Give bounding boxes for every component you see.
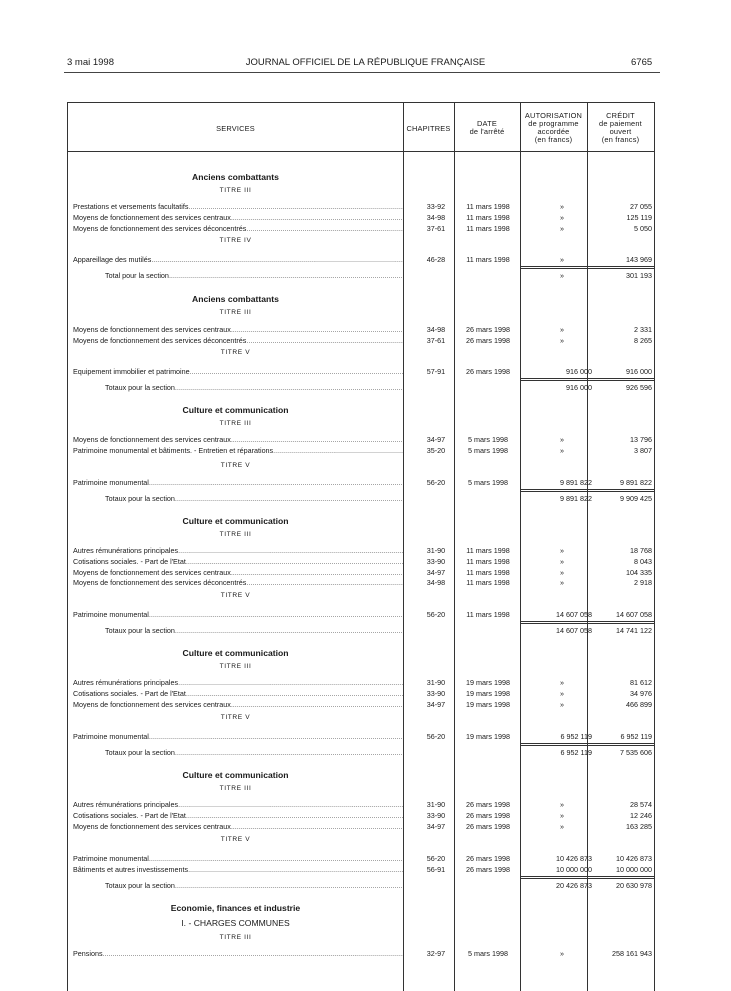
row-label: Moyens de fonctionnement des services centraux ..... xyxy=(73,699,403,710)
row-autorisation: 10 000 000 xyxy=(556,865,592,874)
titre-heading: TITRE III xyxy=(219,309,252,316)
section-heading: Anciens combattants xyxy=(192,294,279,304)
row-date: 11 mars 1998 xyxy=(466,568,510,577)
row-label: Autres rémunérations principales ..... xyxy=(73,799,403,810)
row-date: 5 mars 1998 xyxy=(468,478,508,487)
row-credit: 143 969 xyxy=(626,255,652,264)
row-label: Cotisations sociales. - Part de l'Etat ..... xyxy=(73,810,403,821)
total-rule-top xyxy=(520,380,654,381)
row-date: 26 mars 1998 xyxy=(466,367,510,376)
col-header-credit: CRÉDIT de paiement ouvert (en francs) xyxy=(599,111,642,144)
row-date: 26 mars 1998 xyxy=(466,800,510,809)
row-credit: 18 768 xyxy=(630,546,652,555)
total-row xyxy=(68,625,654,636)
table-row xyxy=(68,366,654,377)
row-label: Moyens de fonctionnement des services déconcentrés ..... xyxy=(73,577,403,588)
row-label: Autres rémunérations principales ..... xyxy=(73,545,403,556)
row-credit: 163 285 xyxy=(626,822,652,831)
titre-heading: TITRE V xyxy=(220,349,251,356)
row-date: 11 mars 1998 xyxy=(466,255,510,264)
titre-heading: TITRE III xyxy=(219,531,252,538)
row-date: 5 mars 1998 xyxy=(468,446,508,455)
table-row xyxy=(68,477,654,488)
table-row xyxy=(68,799,654,810)
row-label: Cotisations sociales. - Part de l'Etat ..... xyxy=(73,556,403,567)
table-row xyxy=(68,212,654,223)
row-chapitre: 33-92 xyxy=(426,202,446,211)
row-chapitre: 34-97 xyxy=(426,568,446,577)
section-heading: Culture et communication xyxy=(182,516,289,526)
row-chapitre: 34-97 xyxy=(426,822,446,831)
row-chapitre: 34-98 xyxy=(426,578,446,587)
row-chapitre: 31-90 xyxy=(426,546,446,555)
row-label: Bâtiments et autres investissements ..... xyxy=(73,864,403,875)
row-autorisation: » xyxy=(560,446,564,455)
row-credit: 8 265 xyxy=(634,336,652,345)
row-autorisation: 6 952 119 xyxy=(560,732,592,741)
col-header-date: DATE de l'arrêté xyxy=(469,119,505,136)
row-label: Totaux pour la section ..... xyxy=(105,493,403,504)
col-header-services: SERVICES xyxy=(216,124,255,133)
row-autorisation: 9 891 822 xyxy=(560,478,592,487)
row-credit: 916 000 xyxy=(626,367,652,376)
row-autorisation: 14 607 058 xyxy=(556,610,592,619)
row-credit: 466 899 xyxy=(626,700,652,709)
row-label: Patrimoine monumental et bâtiments. - Entretien et réparations ..... xyxy=(73,445,403,456)
row-autorisation: 916 000 xyxy=(566,367,592,376)
total-row xyxy=(68,880,654,891)
row-autorisation: » xyxy=(560,568,564,577)
row-date: 26 mars 1998 xyxy=(466,854,510,863)
row-autorisation: » xyxy=(560,435,564,444)
table-row xyxy=(68,434,654,445)
row-chapitre: 37-61 xyxy=(426,224,446,233)
row-autorisation: » xyxy=(560,213,564,222)
row-autorisation: » xyxy=(560,700,564,709)
row-credit: 12 246 xyxy=(630,811,652,820)
row-autorisation: » xyxy=(560,678,564,687)
row-label: Prestations et versements facultatifs ..... xyxy=(73,201,403,212)
table-row xyxy=(68,545,654,556)
titre-heading: TITRE V xyxy=(220,462,251,469)
row-date: 26 mars 1998 xyxy=(466,865,510,874)
row-date: 26 mars 1998 xyxy=(466,811,510,820)
titre-heading: TITRE III xyxy=(219,187,252,194)
section-heading: Anciens combattants xyxy=(192,172,279,182)
row-credit: 13 796 xyxy=(630,435,652,444)
section-heading: Economie, finances et industrie xyxy=(170,903,301,913)
row-label: Pensions ..... xyxy=(73,948,403,959)
table-row xyxy=(68,445,654,456)
row-date: 26 mars 1998 xyxy=(466,336,510,345)
row-date: 26 mars 1998 xyxy=(466,325,510,334)
section-heading: Culture et communication xyxy=(182,648,289,658)
row-chapitre: 31-90 xyxy=(426,678,446,687)
row-label: Patrimoine monumental ..... xyxy=(73,609,403,620)
table-row xyxy=(68,810,654,821)
row-credit: 27 055 xyxy=(630,202,652,211)
table-row xyxy=(68,254,654,265)
row-date: 11 mars 1998 xyxy=(466,213,510,222)
table-row xyxy=(68,853,654,864)
header-row-rule xyxy=(68,151,654,152)
row-date: 19 mars 1998 xyxy=(466,732,510,741)
row-credit: 5 050 xyxy=(634,224,652,233)
row-autorisation: » xyxy=(560,557,564,566)
table-row xyxy=(68,688,654,699)
row-date: 19 mars 1998 xyxy=(466,689,510,698)
titre-heading: TITRE III xyxy=(219,785,252,792)
row-date: 19 mars 1998 xyxy=(466,700,510,709)
table-row xyxy=(68,699,654,710)
total-rule-top xyxy=(520,491,654,492)
row-label: Equipement immobilier et patrimoine ..... xyxy=(73,366,403,377)
row-chapitre: 46-28 xyxy=(426,255,446,264)
table-row xyxy=(68,948,654,959)
table-row xyxy=(68,335,654,346)
row-credit: 3 807 xyxy=(634,446,652,455)
row-date: 5 mars 1998 xyxy=(468,435,508,444)
row-chapitre: 33-90 xyxy=(426,557,446,566)
header-rule xyxy=(64,72,660,73)
titre-heading: TITRE III xyxy=(219,663,252,670)
titre-heading: TITRE V xyxy=(220,836,251,843)
row-autorisation: » xyxy=(560,822,564,831)
row-credit: 258 161 943 xyxy=(612,949,652,958)
row-chapitre: 33-90 xyxy=(426,689,446,698)
row-label: Patrimoine monumental ..... xyxy=(73,731,403,742)
row-date: 26 mars 1998 xyxy=(466,822,510,831)
table-row xyxy=(68,821,654,832)
row-autorisation: 14 607 058 xyxy=(556,626,592,635)
row-label: Appareillage des mutilés ..... xyxy=(73,254,403,265)
total-rule-bottom xyxy=(520,489,654,490)
total-rule-bottom xyxy=(520,876,654,877)
row-label: Totaux pour la section ..... xyxy=(105,747,403,758)
row-label: Total pour la section ..... xyxy=(105,270,403,281)
row-credit: 125 119 xyxy=(626,213,652,222)
row-label: Patrimoine monumental ..... xyxy=(73,477,403,488)
total-row xyxy=(68,382,654,393)
titre-heading: TITRE V xyxy=(220,592,251,599)
row-chapitre: 34-98 xyxy=(426,325,446,334)
row-autorisation: » xyxy=(560,546,564,555)
table-row xyxy=(68,324,654,335)
total-rule-top xyxy=(520,623,654,624)
row-credit: 10 426 873 xyxy=(616,854,652,863)
row-chapitre: 56-20 xyxy=(426,854,446,863)
total-rule-top xyxy=(520,878,654,879)
row-date: 11 mars 1998 xyxy=(466,557,510,566)
row-label: Moyens de fonctionnement des services centraux ..... xyxy=(73,434,403,445)
table-row xyxy=(68,864,654,875)
row-chapitre: 34-97 xyxy=(426,435,446,444)
table-row xyxy=(68,609,654,620)
row-chapitre: 56-20 xyxy=(426,478,446,487)
row-label: Moyens de fonctionnement des services déconcentrés ..... xyxy=(73,223,403,234)
row-credit: 10 000 000 xyxy=(616,865,652,874)
row-credit: 7 535 606 xyxy=(620,748,652,757)
row-autorisation: 20 426 873 xyxy=(556,881,592,890)
row-autorisation: » xyxy=(560,689,564,698)
row-label: Totaux pour la section ..... xyxy=(105,625,403,636)
row-credit: 20 630 978 xyxy=(616,881,652,890)
row-chapitre: 56-20 xyxy=(426,610,446,619)
row-credit: 28 574 xyxy=(630,800,652,809)
row-credit: 8 043 xyxy=(634,557,652,566)
row-autorisation: » xyxy=(560,202,564,211)
section-heading: Culture et communication xyxy=(182,405,289,415)
row-date: 11 mars 1998 xyxy=(466,546,510,555)
col-header-autorisation: AUTORISATION de programme accordée (en francs) xyxy=(524,111,583,144)
total-rule-bottom xyxy=(520,621,654,622)
total-rule-top xyxy=(520,268,654,269)
row-autorisation: » xyxy=(560,800,564,809)
row-autorisation: 10 426 873 xyxy=(556,854,592,863)
row-credit: 34 976 xyxy=(630,689,652,698)
row-credit: 14 741 122 xyxy=(616,626,652,635)
row-autorisation: » xyxy=(560,949,564,958)
total-row xyxy=(68,747,654,758)
titre-heading: TITRE IV xyxy=(219,237,252,244)
col-header-chapitres: CHAPITRES xyxy=(406,124,451,133)
titre-heading: TITRE III xyxy=(219,934,252,941)
row-chapitre: 33-90 xyxy=(426,811,446,820)
row-autorisation: » xyxy=(560,811,564,820)
row-credit: 81 612 xyxy=(630,678,652,687)
row-chapitre: 56-91 xyxy=(426,865,446,874)
total-rule-bottom xyxy=(520,743,654,744)
table-row xyxy=(68,677,654,688)
row-date: 19 mars 1998 xyxy=(466,678,510,687)
row-date: 11 mars 1998 xyxy=(466,578,510,587)
row-chapitre: 35-20 xyxy=(426,446,446,455)
section-heading: Culture et communication xyxy=(182,770,289,780)
row-credit: 9 909 425 xyxy=(620,494,652,503)
row-autorisation: 9 891 822 xyxy=(560,494,592,503)
row-credit: 2 331 xyxy=(634,325,652,334)
row-label: Moyens de fonctionnement des services centraux ..... xyxy=(73,567,403,578)
row-date: 11 mars 1998 xyxy=(466,202,510,211)
row-credit: 301 193 xyxy=(626,271,652,280)
row-label: Cotisations sociales. - Part de l'Etat ..... xyxy=(73,688,403,699)
row-credit: 104 335 xyxy=(626,568,652,577)
row-credit: 9 891 822 xyxy=(620,478,652,487)
row-autorisation: 916 000 xyxy=(566,383,592,392)
total-rule-top xyxy=(520,745,654,746)
row-date: 11 mars 1998 xyxy=(466,224,510,233)
total-rule-bottom xyxy=(520,266,654,267)
row-label: Totaux pour la section ..... xyxy=(105,880,403,891)
row-autorisation: » xyxy=(560,255,564,264)
row-chapitre: 31-90 xyxy=(426,800,446,809)
row-credit: 2 918 xyxy=(634,578,652,587)
row-label: Moyens de fonctionnement des services centraux ..... xyxy=(73,821,403,832)
subsection-heading: I. - CHARGES COMMUNES xyxy=(181,918,290,928)
row-autorisation: 6 952 119 xyxy=(560,748,592,757)
row-credit: 926 596 xyxy=(626,383,652,392)
row-autorisation: » xyxy=(560,325,564,334)
total-row xyxy=(68,270,654,281)
row-autorisation: » xyxy=(560,224,564,233)
titre-heading: TITRE V xyxy=(220,714,251,721)
page-number: 6765 xyxy=(631,57,653,68)
header-date: 3 mai 1998 xyxy=(67,57,115,68)
total-rule-bottom xyxy=(520,378,654,379)
row-label: Moyens de fonctionnement des services centraux ..... xyxy=(73,324,403,335)
row-label: Autres rémunérations principales ..... xyxy=(73,677,403,688)
row-chapitre: 37-61 xyxy=(426,336,446,345)
row-label: Totaux pour la section ..... xyxy=(105,382,403,393)
table-row xyxy=(68,556,654,567)
table-row xyxy=(68,201,654,212)
row-date: 5 mars 1998 xyxy=(468,949,508,958)
row-autorisation: » xyxy=(560,578,564,587)
row-chapitre: 34-97 xyxy=(426,700,446,709)
row-credit: 6 952 119 xyxy=(620,732,652,741)
row-date: 11 mars 1998 xyxy=(466,610,510,619)
row-chapitre: 34-98 xyxy=(426,213,446,222)
row-credit: 14 607 058 xyxy=(616,610,652,619)
row-autorisation: » xyxy=(560,271,564,280)
table-row xyxy=(68,223,654,234)
row-chapitre: 56-20 xyxy=(426,732,446,741)
row-label: Moyens de fonctionnement des services centraux ..... xyxy=(73,212,403,223)
titre-heading: TITRE III xyxy=(219,420,252,427)
table-row xyxy=(68,577,654,588)
row-chapitre: 32-97 xyxy=(426,949,446,958)
row-label: Patrimoine monumental ..... xyxy=(73,853,403,864)
table-row xyxy=(68,731,654,742)
total-row xyxy=(68,493,654,504)
journal-title: JOURNAL OFFICIEL DE LA RÉPUBLIQUE FRANÇAISE xyxy=(245,57,486,68)
row-autorisation: » xyxy=(560,336,564,345)
credits-table xyxy=(67,102,655,991)
row-chapitre: 57-91 xyxy=(426,367,446,376)
row-label: Moyens de fonctionnement des services déconcentrés ..... xyxy=(73,335,403,346)
